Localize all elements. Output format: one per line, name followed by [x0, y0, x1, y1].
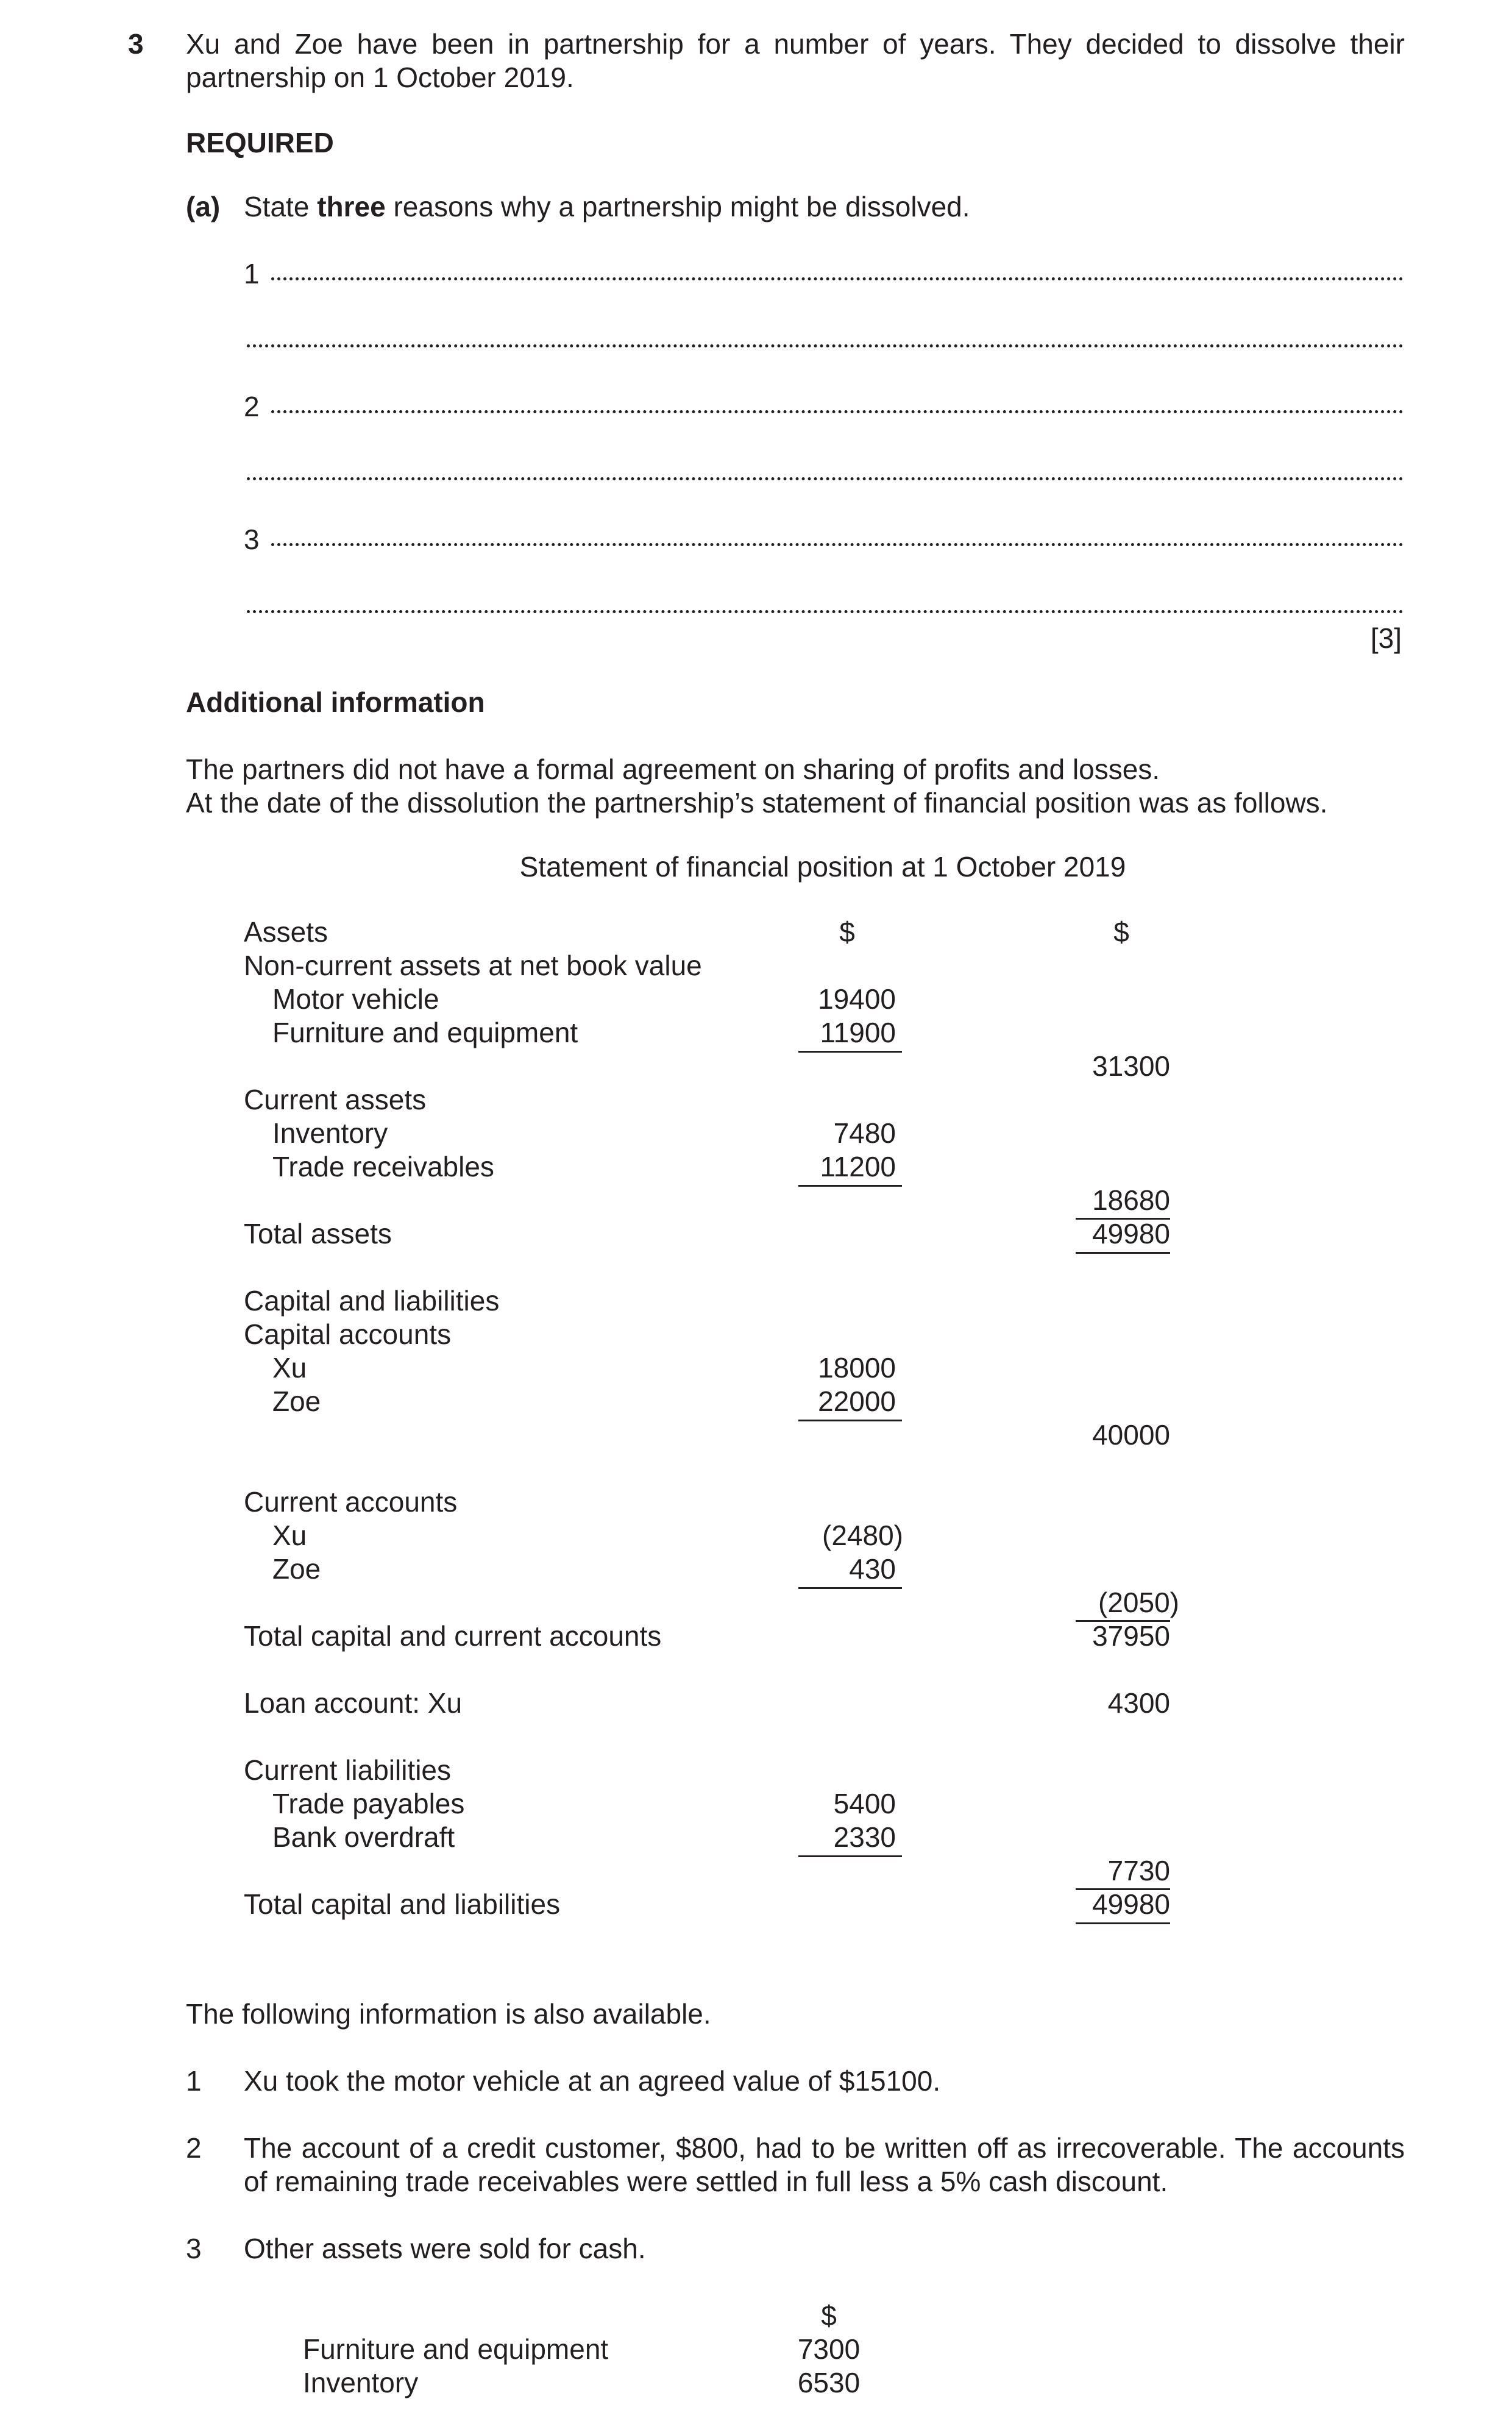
answer-line-3a[interactable] [271, 543, 1404, 546]
col-header-2: $ [1113, 916, 1129, 948]
row-label-total-capital-current: Total capital and current accounts [244, 1620, 662, 1652]
row-value-current-zoe: 430 [849, 1553, 896, 1585]
answer-line-1a[interactable] [271, 277, 1404, 280]
row-label-loan-xu: Loan account: Xu [244, 1687, 463, 1719]
part-a-marks: [3] [1370, 622, 1402, 654]
row-value-furniture: 11900 [820, 1017, 896, 1048]
row-label-current-assets: Current assets [244, 1084, 427, 1115]
sale-value-furniture: 7300 [797, 2333, 861, 2365]
answer-line-number-2: 2 [244, 391, 260, 422]
row-label-current-zoe: Zoe [272, 1553, 321, 1585]
row-label-capital-xu: Xu [272, 1352, 307, 1384]
statement-title: Statement of financial position at 1 October 2019 [519, 851, 1126, 883]
row-value-trade-payables: 5400 [833, 1788, 896, 1819]
sale-value-inventory: 6530 [797, 2367, 861, 2398]
row-label-current-xu: Xu [272, 1520, 307, 1551]
row-value-current-liabilities-total: 7730 [1107, 1855, 1170, 1886]
row-value-inventory: 7480 [833, 1117, 896, 1149]
total-rule [1076, 1922, 1170, 1924]
row-label-current-liabilities: Current liabilities [244, 1754, 452, 1786]
info-paragraph-2: At the date of the dissolution the partnership’s statement of financial position was as follows. [186, 787, 1328, 819]
row-label-motor-vehicle: Motor vehicle [272, 983, 439, 1015]
question-number: 3 [128, 28, 144, 60]
row-label-current-accounts: Current accounts [244, 1486, 458, 1518]
part-a-text-bold: three [317, 191, 386, 222]
further-info-intro: The following information is also available. [186, 1998, 711, 2030]
row-value-current-assets-total: 18680 [1092, 1184, 1170, 1216]
subtotal-rule [798, 1855, 902, 1857]
answer-line-number-3: 3 [244, 524, 260, 555]
subtotal-rule [798, 1420, 902, 1421]
sale-label-inventory: Inventory [303, 2367, 419, 2398]
row-label-bank-overdraft: Bank overdraft [272, 1821, 455, 1853]
row-value-current-total: (2050) [1098, 1587, 1179, 1618]
part-a-label: (a) [186, 191, 221, 222]
row-value-capital-zoe: 22000 [818, 1385, 896, 1417]
item-text-2: The account of a credit customer, $800, had to be written off as irrecoverable. The accounts of remaining trade receivables were settled in full less a 5% cash discount. [244, 2132, 1405, 2197]
item-number-2: 2 [186, 2132, 202, 2164]
col-header-1: $ [839, 916, 855, 948]
row-label-total-capital-liabilities: Total capital and liabilities [244, 1888, 561, 1920]
answer-line-3b[interactable] [247, 610, 1404, 613]
row-label-noncurrent: Non-current assets at net book value [244, 950, 702, 981]
part-a-text-before: State [244, 191, 318, 222]
info-paragraph-1: The partners did not have a formal agreement on sharing of profits and losses. [186, 753, 1160, 785]
additional-heading: Additional information [186, 686, 485, 718]
subtotal-rule [798, 1587, 902, 1589]
row-label-capital-liabilities: Capital and liabilities [244, 1285, 500, 1317]
row-value-capital-xu: 18000 [818, 1352, 896, 1384]
row-value-current-xu: (2480) [822, 1520, 903, 1551]
required-label: REQUIRED [186, 127, 334, 158]
row-label-capital-accounts: Capital accounts [244, 1318, 452, 1350]
row-value-total-capital-current: 37950 [1092, 1620, 1170, 1652]
answer-line-2b[interactable] [247, 477, 1404, 480]
item-number-3: 3 [186, 2233, 202, 2264]
row-label-inventory: Inventory [272, 1117, 388, 1149]
row-value-noncurrent-total: 31300 [1092, 1050, 1170, 1082]
answer-line-2a[interactable] [271, 410, 1404, 413]
row-value-bank-overdraft: 2330 [833, 1821, 896, 1853]
row-label-total-assets: Total assets [244, 1218, 392, 1250]
row-value-total-capital-liabilities: 49980 [1092, 1888, 1170, 1920]
row-value-total-assets: 49980 [1092, 1218, 1170, 1250]
subtotal-rule [798, 1051, 902, 1053]
row-label-assets: Assets [244, 916, 328, 948]
row-label-trade-payables: Trade payables [272, 1788, 465, 1819]
row-value-trade-receivables: 11200 [820, 1151, 896, 1182]
item-text-3: Other assets were sold for cash. [244, 2233, 646, 2264]
row-value-capital-total: 40000 [1092, 1419, 1170, 1451]
row-value-loan-xu: 4300 [1107, 1687, 1170, 1719]
item-text-1: Xu took the motor vehicle at an agreed value of $15100. [244, 2065, 941, 2097]
row-label-capital-zoe: Zoe [272, 1385, 321, 1417]
subtotal-rule [798, 1185, 902, 1187]
row-label-furniture: Furniture and equipment [272, 1017, 578, 1048]
total-rule [1076, 1252, 1170, 1254]
question-intro: Xu and Zoe have been in partnership for a number of years. They decided to dissolve their partnership on 1 October 2019. [186, 28, 1405, 93]
sales-header: $ [821, 2300, 837, 2331]
part-a-prompt [244, 190, 970, 224]
answer-line-1b[interactable] [247, 344, 1404, 347]
answer-line-number-1: 1 [244, 258, 260, 290]
item-number-1: 1 [186, 2065, 202, 2097]
part-a-text-after: reasons why a partnership might be dissolved. [385, 191, 970, 222]
row-label-trade-receivables: Trade receivables [272, 1151, 494, 1182]
sale-label-furniture: Furniture and equipment [303, 2333, 609, 2365]
row-value-motor-vehicle: 19400 [818, 983, 896, 1015]
